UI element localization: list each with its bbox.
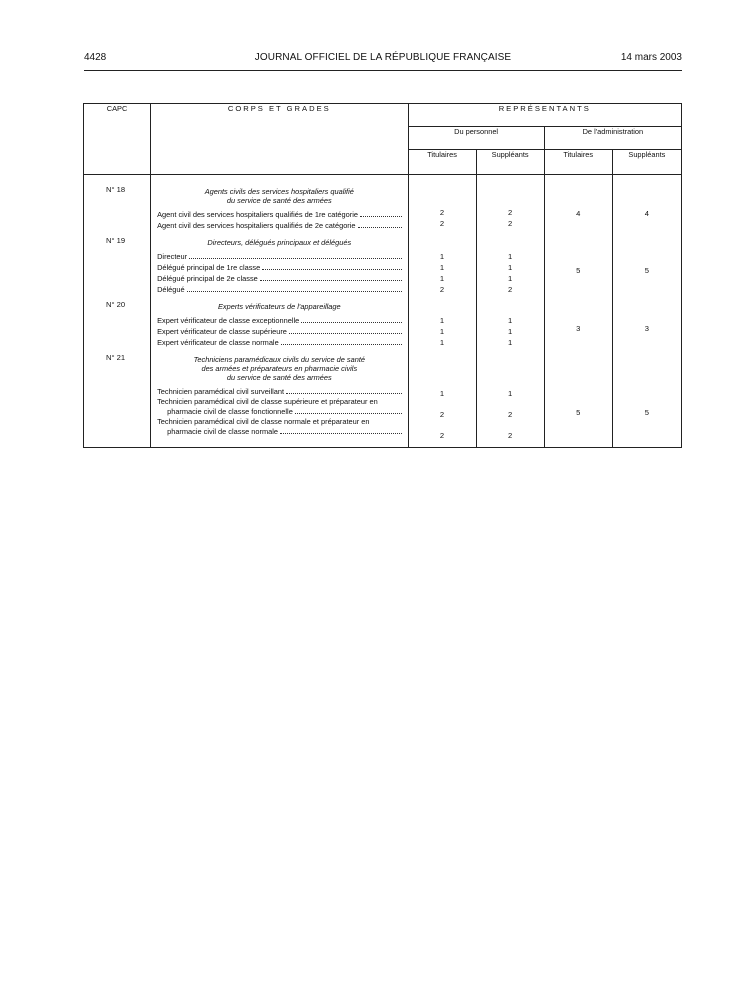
group-title: Directeurs, délégués principaux et délégués [207,238,352,247]
suppleants-personnel-cell: 1 1 1 2 [476,231,544,295]
grade-item: Délégué principal de 2e classe [151,273,407,284]
grade-item: Directeur [151,251,407,262]
suppleants-personnel-cell: 1 2 2 [476,348,544,448]
titulaires-personnel-cell: 1 1 1 [408,295,476,348]
admin-suppleants-cell: 5 [612,231,681,295]
titulaires-personnel-cell: 1 2 2 [408,348,476,448]
grade-item: Agent civil des services hospitaliers qualifiés de 2e catégorie [151,220,407,231]
table-row [84,348,682,448]
page-header [84,52,682,68]
admin-titulaires-cell: 5 [544,348,612,448]
header-titulaires-personnel: Titulaires [408,150,476,175]
admin-titulaires-cell: 5 [544,231,612,295]
table-row [84,295,682,348]
grade-item: Agent civil des services hospitaliers qualifiés de 1re catégorie [151,209,407,220]
page-number: 4428 [84,52,107,63]
corps-cell [151,231,408,295]
grade-item: Expert vérificateur de classe exceptionnelle [151,315,407,326]
capc-number: N° 19 [84,231,151,295]
grade-item: Délégué [151,284,407,295]
grade-item: Expert vérificateur de classe supérieure [151,326,407,337]
table-row [84,231,682,295]
group-title: Agents civils des services hospitaliers qualifié du service de santé des armées [204,187,354,205]
suppleants-personnel-cell: 2 2 [476,175,544,232]
header-representants: REPRÉSENTANTS [408,104,682,127]
journal-title: JOURNAL OFFICIEL DE LA RÉPUBLIQUE FRANÇAISE [254,52,512,63]
admin-suppleants-cell: 4 [612,175,681,232]
grade-item: Technicien paramédical civil de classe supérieure et préparateur en pharmacie civil de classe fonctionnelle [151,397,407,417]
representants-table [83,103,682,448]
grade-item: Technicien paramédical civil de classe normale et préparateur en pharmacie civil de classe normale [151,417,407,437]
corps-cell [151,348,408,448]
publication-date: 14 mars 2003 [620,52,682,63]
header-de-administration: De l'administration [544,127,681,150]
capc-number: N° 21 [84,348,151,448]
admin-suppleants-cell: 5 [612,348,681,448]
grade-item: Expert vérificateur de classe normale [151,337,407,348]
titulaires-personnel-cell: 1 1 1 2 [408,231,476,295]
group-title: Techniciens paramédicaux civils du service de santé des armées et préparateurs en pharmacie civils du service de santé des armées [193,355,366,382]
suppleants-personnel-cell: 1 1 1 [476,295,544,348]
admin-titulaires-cell: 3 [544,295,612,348]
grade-item: Délégué principal de 1re classe [151,262,407,273]
admin-suppleants-cell: 3 [612,295,681,348]
titulaires-personnel-cell: 2 2 [408,175,476,232]
admin-titulaires-cell: 4 [544,175,612,232]
header-suppleants-admin: Suppléants [612,150,681,175]
corps-cell [151,175,408,232]
header-du-personnel: Du personnel [408,127,544,150]
header-capc: CAPC [84,104,151,175]
header-rule [84,70,682,71]
corps-cell [151,295,408,348]
group-title: Experts vérificateurs de l'appareillage [217,302,341,311]
capc-number: N° 20 [84,295,151,348]
grade-item: Technicien paramédical civil surveillant [151,386,407,397]
header-corps-grades: CORPS ET GRADES [151,104,408,175]
header-titulaires-admin: Titulaires [544,150,612,175]
header-suppleants-personnel: Suppléants [476,150,544,175]
table-row [84,175,682,232]
capc-number: N° 18 [84,175,151,232]
